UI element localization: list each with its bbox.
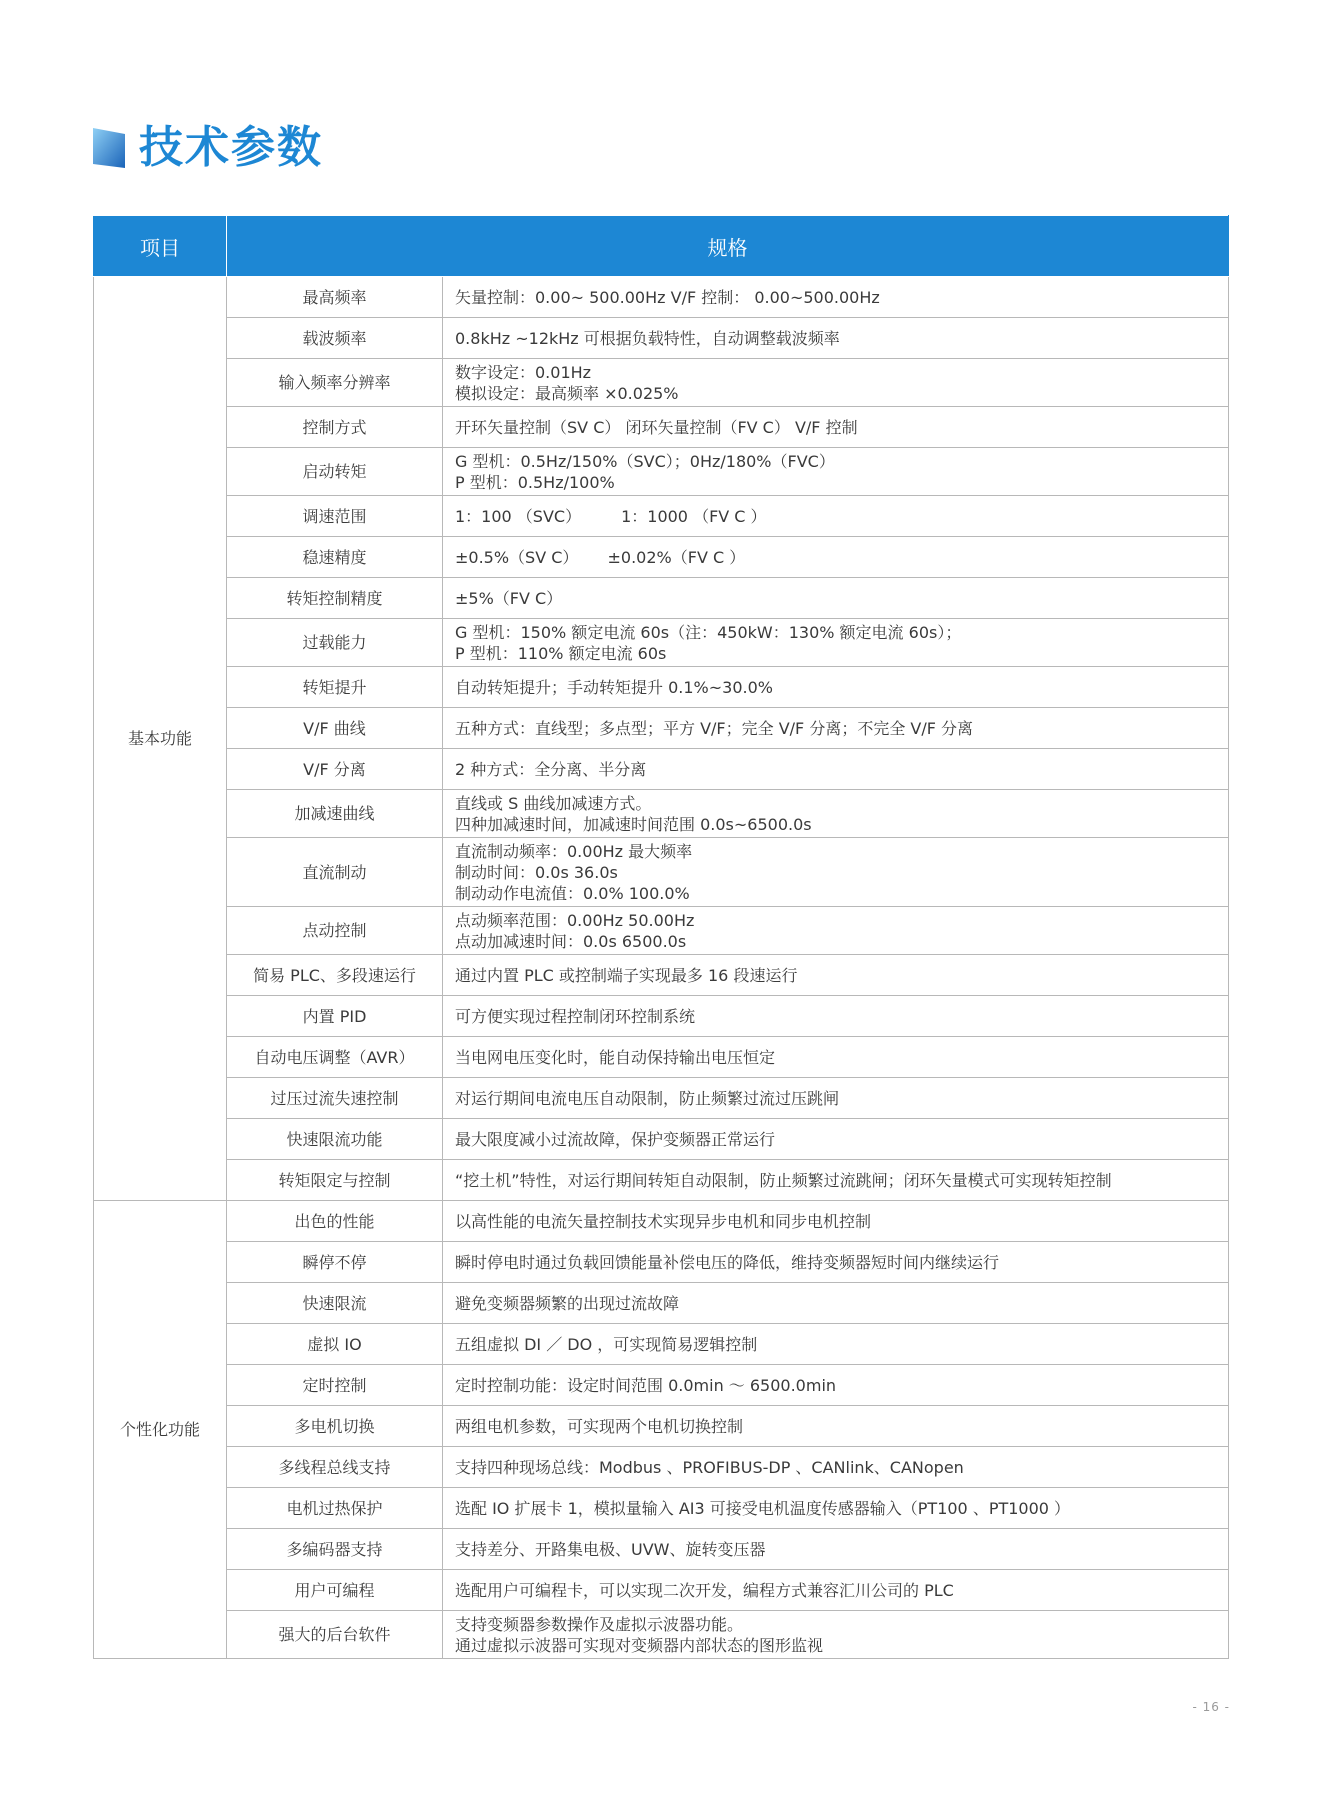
table-row (94, 1119, 1229, 1160)
spec-cell (443, 1242, 1229, 1283)
spec-cell (443, 619, 1229, 667)
spec-cell (443, 838, 1229, 907)
item-cell: 快速限流 (227, 1283, 443, 1324)
spec-cell (443, 1283, 1229, 1324)
spec-line: 点动频率范围：0.00Hz 50.00Hz (455, 910, 695, 930)
spec-line: 支持差分、开路集电极、UVW、旋转变压器 (455, 1539, 766, 1559)
spec-line: 通过内置 PLC 或控制端子实现最多 16 段速运行 (455, 965, 798, 985)
spec-line: 最大限度减小过流故障，保护变频器正常运行 (455, 1129, 776, 1149)
spec-line: G 型机：0.5Hz/150%（SVC）；0Hz/180%（FVC） (455, 451, 835, 471)
table-row (94, 1611, 1229, 1659)
spec-line: 支持四种现场总线：Modbus 、PROFIBUS-DP 、CANlink、CANopen (455, 1457, 964, 1477)
table-body (94, 277, 1229, 1659)
spec-line: 瞬时停电时通过负载回馈能量补偿电压的降低，维持变频器短时间内继续运行 (455, 1252, 1000, 1272)
spec-cell (443, 749, 1229, 790)
spec-line: 支持变频器参数操作及虚拟示波器功能。 (455, 1614, 744, 1634)
table-row (94, 1447, 1229, 1488)
table-row (94, 1242, 1229, 1283)
item-cell: 强大的后台软件 (227, 1611, 443, 1659)
table-row (94, 318, 1229, 359)
table-row (94, 996, 1229, 1037)
table-row (94, 749, 1229, 790)
spec-cell (443, 359, 1229, 407)
table-row (94, 790, 1229, 838)
item-cell: 多编码器支持 (227, 1529, 443, 1570)
spec-cell (443, 1365, 1229, 1406)
table-row (94, 1201, 1229, 1242)
item-cell: 用户可编程 (227, 1570, 443, 1611)
item-cell: 瞬停不停 (227, 1242, 443, 1283)
header-item: 项目 (94, 216, 227, 277)
spec-line: 制动时间：0.0s 36.0s (455, 862, 618, 882)
spec-line: 以高性能的电流矢量控制技术实现异步电机和同步电机控制 (455, 1211, 872, 1231)
group-label: 个性化功能 (94, 1201, 227, 1659)
spec-cell (443, 907, 1229, 955)
spec-table (93, 215, 1229, 1659)
spec-cell (443, 1570, 1229, 1611)
spec-line: 0.8kHz ~12kHz 可根据负载特性，自动调整载波频率 (455, 328, 840, 348)
spec-cell (443, 537, 1229, 578)
spec-cell (443, 1447, 1229, 1488)
item-cell: 出色的性能 (227, 1201, 443, 1242)
spec-line: 选配 IO 扩展卡 1，模拟量输入 AI3 可接受电机温度传感器输入（PT100 、PT1000 ） (455, 1498, 1071, 1518)
item-cell: 多线程总线支持 (227, 1447, 443, 1488)
item-cell: 内置 PID (227, 996, 443, 1037)
spec-line: 两组电机参数，可实现两个电机切换控制 (455, 1416, 744, 1436)
table-row (94, 407, 1229, 448)
spec-line: 对运行期间电流电压自动限制，防止频繁过流过压跳闸 (455, 1088, 840, 1108)
page-title: 技术参数 (139, 122, 323, 173)
header-spec: 规格 (227, 216, 1229, 277)
item-cell: V/F 曲线 (227, 708, 443, 749)
spec-cell (443, 407, 1229, 448)
spec-cell (443, 1488, 1229, 1529)
group-label: 基本功能 (94, 277, 227, 1201)
table-row (94, 496, 1229, 537)
table-row (94, 578, 1229, 619)
spec-line: 1：100 （SVC） 1：1000 （FV C ） (455, 506, 767, 526)
spec-line: 选配用户可编程卡，可以实现二次开发，编程方式兼容汇川公司的 PLC (455, 1580, 954, 1600)
item-cell: 简易 PLC、多段速运行 (227, 955, 443, 996)
table-row (94, 955, 1229, 996)
spec-cell (443, 955, 1229, 996)
table-row (94, 907, 1229, 955)
table-row (94, 1160, 1229, 1201)
spec-line: 数字设定：0.01Hz (455, 362, 592, 382)
spec-cell (443, 708, 1229, 749)
spec-cell (443, 578, 1229, 619)
spec-line: 定时控制功能：设定时间范围 0.0min ～ 6500.0min (455, 1375, 837, 1395)
item-cell: 多电机切换 (227, 1406, 443, 1447)
table-row (94, 1570, 1229, 1611)
spec-line: 点动加减速时间：0.0s 6500.0s (455, 931, 687, 951)
table-row (94, 1365, 1229, 1406)
item-cell: 控制方式 (227, 407, 443, 448)
table-row (94, 838, 1229, 907)
spec-line: 通过虚拟示波器可实现对变频器内部状态的图形监视 (455, 1635, 824, 1655)
spec-cell (443, 1324, 1229, 1365)
spec-cell (443, 1119, 1229, 1160)
item-cell: 快速限流功能 (227, 1119, 443, 1160)
table-row (94, 667, 1229, 708)
title-marker-icon (93, 128, 125, 168)
item-cell: 点动控制 (227, 907, 443, 955)
spec-cell (443, 790, 1229, 838)
spec-line: 五种方式：直线型；多点型；平方 V/F；完全 V/F 分离；不完全 V/F 分离 (455, 718, 974, 738)
item-cell: 转矩限定与控制 (227, 1160, 443, 1201)
spec-cell (443, 996, 1229, 1037)
spec-line: 避免变频器频繁的出现过流故障 (455, 1293, 680, 1313)
item-cell: 最高频率 (227, 277, 443, 318)
spec-line: ±0.5%（SV C） ±0.02%（FV C ） (455, 547, 746, 567)
item-cell: 加减速曲线 (227, 790, 443, 838)
spec-line: P 型机：0.5Hz/100% (455, 472, 615, 492)
table-row (94, 448, 1229, 496)
spec-cell (443, 1406, 1229, 1447)
page-heading (93, 118, 323, 178)
spec-line: 五组虚拟 DI ／ DO ，可实现简易逻辑控制 (455, 1334, 758, 1354)
item-cell: 转矩提升 (227, 667, 443, 708)
table-row (94, 1283, 1229, 1324)
spec-cell (443, 448, 1229, 496)
spec-line: 矢量控制：0.00~ 500.00Hz V/F 控制： 0.00~500.00Hz (455, 287, 880, 307)
spec-cell (443, 1160, 1229, 1201)
table-header-row (94, 216, 1229, 277)
item-cell: 过载能力 (227, 619, 443, 667)
spec-cell (443, 496, 1229, 537)
spec-cell (443, 1078, 1229, 1119)
item-cell: 自动电压调整（AVR） (227, 1037, 443, 1078)
spec-cell (443, 1201, 1229, 1242)
spec-line: 2 种方式：全分离、半分离 (455, 759, 647, 779)
spec-line: 开环矢量控制（SV C） 闭环矢量控制（FV C） V/F 控制 (455, 417, 858, 437)
item-cell: 转矩控制精度 (227, 578, 443, 619)
table-row (94, 1529, 1229, 1570)
item-cell: 直流制动 (227, 838, 443, 907)
spec-cell (443, 1037, 1229, 1078)
item-cell: 启动转矩 (227, 448, 443, 496)
spec-cell (443, 318, 1229, 359)
spec-line: “挖土机”特性，对运行期间转矩自动限制，防止频繁过流跳闸；闭环矢量模式可实现转矩控制 (455, 1170, 1112, 1190)
item-cell: V/F 分离 (227, 749, 443, 790)
table-row (94, 359, 1229, 407)
item-cell: 输入频率分辨率 (227, 359, 443, 407)
item-cell: 调速范围 (227, 496, 443, 537)
spec-line: ±5%（FV C） (455, 588, 563, 608)
item-cell: 稳速精度 (227, 537, 443, 578)
spec-line: P 型机：110% 额定电流 60s (455, 643, 667, 663)
spec-cell (443, 1529, 1229, 1570)
spec-cell (443, 277, 1229, 318)
spec-line: 当电网电压变化时，能自动保持输出电压恒定 (455, 1047, 776, 1067)
spec-line: 模拟设定：最高频率 ×0.025% (455, 383, 679, 403)
spec-line: 直流制动频率：0.00Hz 最大频率 (455, 841, 693, 861)
item-cell: 定时控制 (227, 1365, 443, 1406)
table-row (94, 1078, 1229, 1119)
spec-cell (443, 667, 1229, 708)
spec-line: G 型机：150% 额定电流 60s（注：450kW：130% 额定电流 60s）； (455, 622, 962, 642)
item-cell: 载波频率 (227, 318, 443, 359)
table-row (94, 537, 1229, 578)
table-row (94, 619, 1229, 667)
table-row (94, 1037, 1229, 1078)
item-cell: 过压过流失速控制 (227, 1078, 443, 1119)
spec-line: 制动动作电流值：0.0% 100.0% (455, 883, 690, 903)
spec-cell (443, 1611, 1229, 1659)
page-number: - 16 - (1192, 1700, 1230, 1714)
table-row (94, 1324, 1229, 1365)
item-cell: 虚拟 IO (227, 1324, 443, 1365)
item-cell: 电机过热保护 (227, 1488, 443, 1529)
spec-line: 自动转矩提升；手动转矩提升 0.1%~30.0% (455, 677, 773, 697)
spec-line: 直线或 S 曲线加减速方式。 (455, 793, 652, 813)
table-row (94, 1488, 1229, 1529)
table-row (94, 277, 1229, 318)
spec-line: 可方便实现过程控制闭环控制系统 (455, 1006, 696, 1026)
table-row (94, 1406, 1229, 1447)
spec-line: 四种加减速时间，加减速时间范围 0.0s~6500.0s (455, 814, 812, 834)
table-row (94, 708, 1229, 749)
